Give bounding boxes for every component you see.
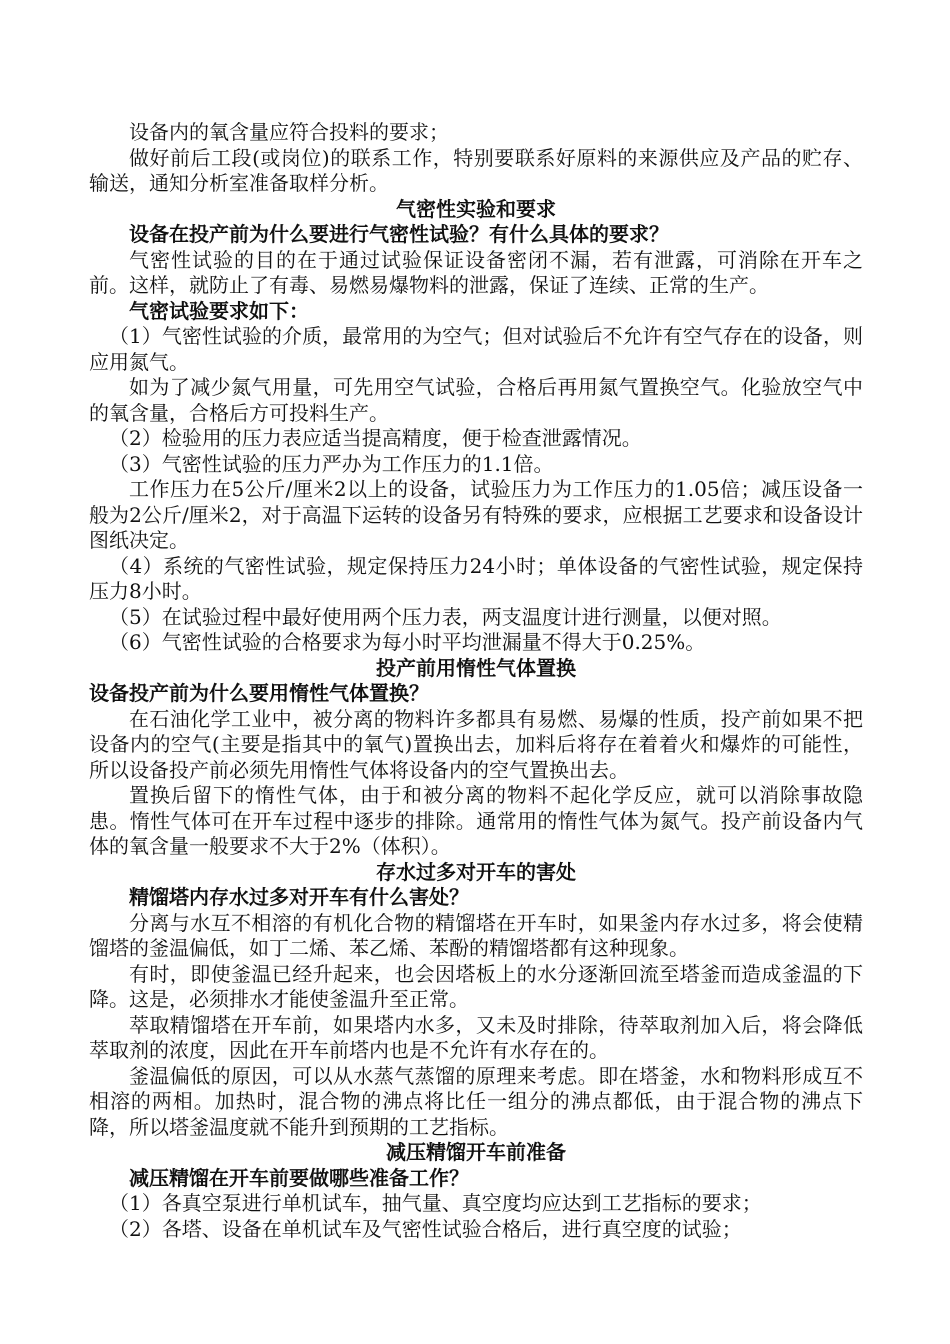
paragraph: 工作压力在5公斤/厘米2以上的设备，试验压力为工作压力的1.05倍；减压设备一般为2公斤/厘米2，对于高温下运转的设备另有特殊的要求，应根据工艺要求和设备设计图纸决定。 [89,477,863,552]
paragraph: （4）系统的气密性试验，规定保持压力24小时；单体设备的气密性试验，规定保持压力8小时。 [89,553,863,603]
paragraph: 釜温偏低的原因，可以从水蒸气蒸馏的原理来考虑。即在塔釜，水和物料形成互不相溶的两相。加热时，混合物的沸点将比任一组分的沸点都低，由于混合物的沸点下降，所以塔釜温度就不能升到预期的工艺指标。 [89,1063,863,1139]
paragraph: （5）在试验过程中最好使用两个压力表，两支温度计进行测量，以便对照。 [109,604,782,629]
paragraph: 在石油化学工业中，被分离的物料许多都具有易燃、易爆的性质，投产前如果不把设备内的空气(主要是指其中的氧气)置换出去，加料后将存在着着火和爆炸的可能性，所以设备投产前必须先用惰性气体将设备内的空气置换出去。 [89,706,863,782]
section-heading: 存水过多对开车的害处 [376,859,576,884]
paragraph: 气密性试验的目的在于通过试验保证设备密闭不漏，若有泄露，可消除在开车之前。这样，就防止了有毒、易燃易爆物料的泄露，保证了连续、正常的生产。 [89,247,863,297]
paragraph: （3）气密性试验的压力严办为工作压力的1.1倍。 [109,451,554,476]
paragraph: （1）气密性试验的介质，最常用的为空气；但对试验后不允许有空气存在的设备，则应用氮气。 [89,324,863,374]
section-heading: 投产前用惰性气体置换 [376,655,576,680]
question-heading: 设备投产前为什么要用惰性气体置换？ [89,681,429,705]
section-heading: 减压精馏开车前准备 [386,1140,566,1164]
question-heading: 气密试验要求如下： [129,298,309,323]
question-heading: 设备在投产前为什么要进行气密性试验？有什么具体的要求？ [129,222,669,246]
paragraph: 有时，即使釜温已经升起来，也会因塔板上的水分逐渐回流至塔釜而造成釜温的下降。这是，必须排水才能使釜温升至正常。 [89,961,863,1011]
paragraph: （2）各塔、设备在单机试车及气密性试验合格后，进行真空度的试验； [109,1216,742,1241]
paragraph: （1）各真空泵进行单机试车，抽气量、真空度均应达到工艺指标的要求； [109,1191,762,1215]
document-page [89,120,863,1242]
paragraph: 做好前后工段(或岗位)的联系工作，特别要联系好原料的来源供应及产品的贮存、输送，通知分析室准备取样分析。 [89,145,863,195]
paragraph: 萃取精馏塔在开车前，如果塔内水多，又未及时排除，待萃取剂加入后，将会降低萃取剂的浓度，因此在开车前塔内也是不允许有水存在的。 [89,1012,863,1062]
section-heading: 气密性实验和要求 [396,196,556,221]
paragraph: 设备内的氧含量应符合投料的要求； [129,120,449,144]
paragraph: 置换后留下的惰性气体，由于和被分离的物料不起化学反应，就可以消除事故隐患。惰性气体可在开车过程中逐步的排除。通常用的惰性气体为氮气。投产前设备内气体的氧含量一般要求不大于2%（体积）。 [89,783,863,858]
paragraph: （6）气密性试验的合格要求为每小时平均泄漏量不得大于0.25%。 [109,630,706,654]
paragraph: 如为了减少氮气用量，可先用空气试验，合格后再用氮气置换空气。化验放空气中的氧含量，合格后方可投料生产。 [89,375,863,425]
paragraph: 分离与水互不相溶的有机化合物的精馏塔在开车时，如果釜内存水过多，将会使精馏塔的釜温偏低，如丁二烯、苯乙烯、苯酚的精馏塔都有这种现象。 [89,910,863,960]
question-heading: 减压精馏在开车前要做哪些准备工作？ [129,1165,469,1190]
paragraph: （2）检验用的压力表应适当提高精度，便于检查泄露情况。 [109,426,642,450]
question-heading: 精馏塔内存水过多对开车有什么害处？ [129,885,469,909]
